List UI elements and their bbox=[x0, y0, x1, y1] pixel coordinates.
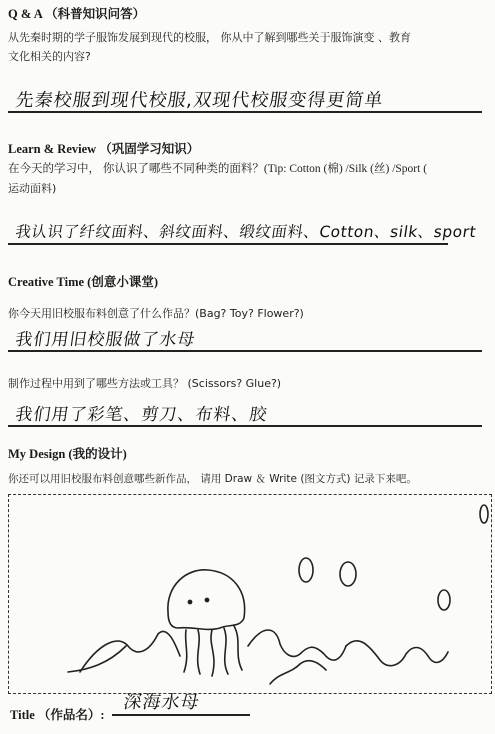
jellyfish-eye bbox=[205, 598, 208, 601]
sea-wave bbox=[270, 661, 326, 684]
qa-question-line2: 文化相关的内容? bbox=[8, 50, 91, 63]
jellyfish-eye bbox=[188, 600, 191, 603]
title-value: 深海水母 bbox=[122, 692, 202, 713]
creative-answer2-line bbox=[8, 425, 482, 427]
sea-wave bbox=[68, 646, 126, 672]
creative-heading: Creative Time (创意小课堂) bbox=[8, 275, 158, 289]
creative-answer1: 我们用旧校服做了水母 bbox=[14, 330, 197, 350]
creative-question1: 你今天用旧校服布料创意了什么作品？(Bag? Toy? Flower?) bbox=[8, 307, 304, 320]
qa-answer-line bbox=[8, 111, 482, 113]
jellyfish-drawing bbox=[8, 494, 492, 694]
title-line bbox=[112, 714, 250, 716]
learn-answer-line bbox=[8, 243, 448, 245]
bubble bbox=[438, 590, 450, 610]
design-heading: My Design (我的设计) bbox=[8, 447, 127, 461]
sea-wave bbox=[248, 630, 346, 660]
creative-answer2: 我们用了彩笔、剪刀、布料、胶 bbox=[14, 405, 269, 425]
qa-question-line1: 从先秦时期的学子服饰发展到现代的校服， 你从中了解到哪些关于服饰演变 、教育 bbox=[8, 31, 411, 44]
title-label: Title （作品名）: bbox=[10, 708, 105, 722]
jellyfish-tentacle bbox=[234, 626, 242, 670]
jellyfish-tentacle bbox=[224, 628, 228, 674]
qa-heading: Q & A （科普知识问答） bbox=[8, 7, 146, 21]
creative-question2: 制作过程中用到了哪些方法或工具？ (Scissors? Glue?) bbox=[8, 377, 282, 390]
bubble bbox=[299, 558, 313, 582]
jellyfish-tentacle bbox=[198, 630, 200, 674]
learn-answer: 我认识了纤纹面料、斜纹面料、缎纹面料、Cotton、silk、sport bbox=[14, 223, 478, 241]
bubble bbox=[480, 505, 488, 523]
creative-answer1-line bbox=[8, 350, 482, 352]
learn-question-line1: 在今天的学习中， 你认识了哪些不同种类的面料？(Tip: Cotton (棉) /Silk (丝) /Sport ( bbox=[8, 163, 428, 175]
design-prompt: 你还可以用旧校服布料创意哪些新作品， 请用 Draw ＆ Write (图文方式) 记录下来吧。 bbox=[8, 473, 417, 485]
learn-heading: Learn & Review （巩固学习知识） bbox=[8, 142, 200, 156]
jellyfish-tentacle bbox=[211, 630, 214, 676]
learn-question-line2: 运动面料) bbox=[8, 182, 57, 195]
bubble bbox=[340, 562, 356, 586]
sea-wave bbox=[346, 641, 448, 666]
qa-answer: 先秦校服到现代校服,双现代校服变得更简单 bbox=[14, 90, 385, 111]
jellyfish-tentacle bbox=[184, 630, 187, 672]
